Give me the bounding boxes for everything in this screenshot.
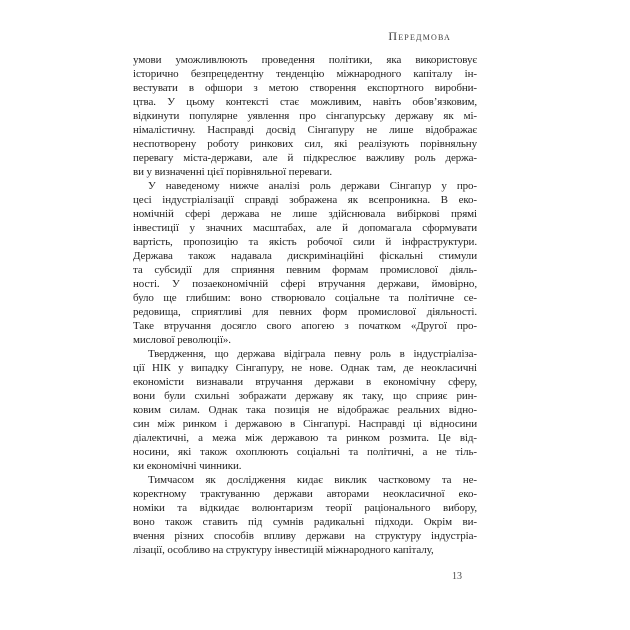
text-line: історично безпрецедентну тенденцію міжнародного капіталу ін-: [133, 68, 477, 80]
text-line: носини, які також охоплюють соціальні та політичні, а не тіль-: [133, 446, 477, 458]
text-line: умови уможливлюють проведення політики, яка використовує: [133, 54, 477, 66]
text-line: відкинути популярне уявлення про сінгапурську державу як мі-: [133, 110, 477, 122]
text-line: вартість, пропозицію та якість робочої сили й інфраструктури.: [133, 236, 477, 248]
text-line: Твердження, що держава відіграла певну роль в індустріаліза-: [148, 348, 477, 360]
page-number: 13: [452, 571, 462, 582]
text-line: син між ринком і державою в Сінгапурі. Насправді ці відносини: [133, 418, 477, 430]
text-line: У наведеному нижче аналізі роль держави Сінгапур у про-: [148, 180, 477, 192]
text-line: воно також ставить під сумнів радикальні підходи. Окрім ви-: [133, 516, 477, 528]
text-line: редовища, сприятливі для певних форм промислової діяльності.: [133, 306, 477, 318]
text-line: Держава також надавала дискримінаційні фіскальні стимули: [133, 250, 477, 262]
text-line: цтва. У цьому контексті стає можливим, навіть обов’язковим,: [133, 96, 477, 108]
text-line: Тимчасом як дослідження кидає виклик частковому та не-: [148, 474, 477, 486]
text-line: цесі індустріалізації справді зображена як всепроникна. В еко-: [133, 194, 477, 206]
text-line: ності. У позаекономічній сфері втручання держави, ймовірно,: [133, 278, 477, 290]
text-line: коректному трактуванню держави авторами неокласичної еко-: [133, 488, 477, 500]
text-line: ви у визначенні цієї порівняльної переваги.: [133, 166, 333, 178]
text-line: економісти визнавали втручання держави в економічну сферу,: [133, 376, 477, 388]
text-line: німалістичну. Насправді досвід Сінгапуру не лише відображає: [133, 124, 477, 136]
body-text: [133, 53, 477, 557]
text-line: ки економічні чинники.: [133, 460, 242, 472]
text-line: вестувати в офшори з метою створення експортного виробни-: [133, 82, 477, 94]
text-line: ковим силам. Однак така позиція не відображає реальних відно-: [133, 404, 477, 416]
running-head: Передмова: [388, 29, 451, 43]
text-line: вчення різних способів впливу держави на структуру індустріа-: [133, 530, 477, 542]
text-line: перевагу міста-держави, але й підкреслює важливу роль держа-: [133, 152, 477, 164]
text-line: мислової революції».: [133, 334, 231, 346]
text-line: номічній сфері держава не лише здійснювала вибіркові прямі: [133, 208, 477, 220]
text-line: номіки та відкидає волюнтаризм теорії раціонального вибору,: [133, 502, 477, 514]
text-line: ції НІК у випадку Сінгапуру, не нове. Однак там, де неокласичні: [133, 362, 477, 374]
text-line: Таке втручання досягло свого апогею з початком «Другої про-: [133, 320, 477, 332]
text-line: неспотворену роботу ринкових сил, які реалізують порівняльну: [133, 138, 477, 150]
text-line: вони були схильні зображати державу як таку, що сприяє рин-: [133, 390, 477, 402]
text-line: лізації, особливо на структуру інвестицій міжнародного капіталу,: [133, 544, 434, 556]
text-line: інвестиції у значних масштабах, але й допомагала сформувати: [133, 222, 477, 234]
text-line: та субсидії для сприяння певним формам промислової діяль-: [133, 264, 477, 276]
text-line: було ще глибшим: воно створювало соціальне та політичне се-: [133, 292, 477, 304]
text-line: діалектичні, а межа між державою та ринком розмита. Це від-: [133, 432, 477, 444]
